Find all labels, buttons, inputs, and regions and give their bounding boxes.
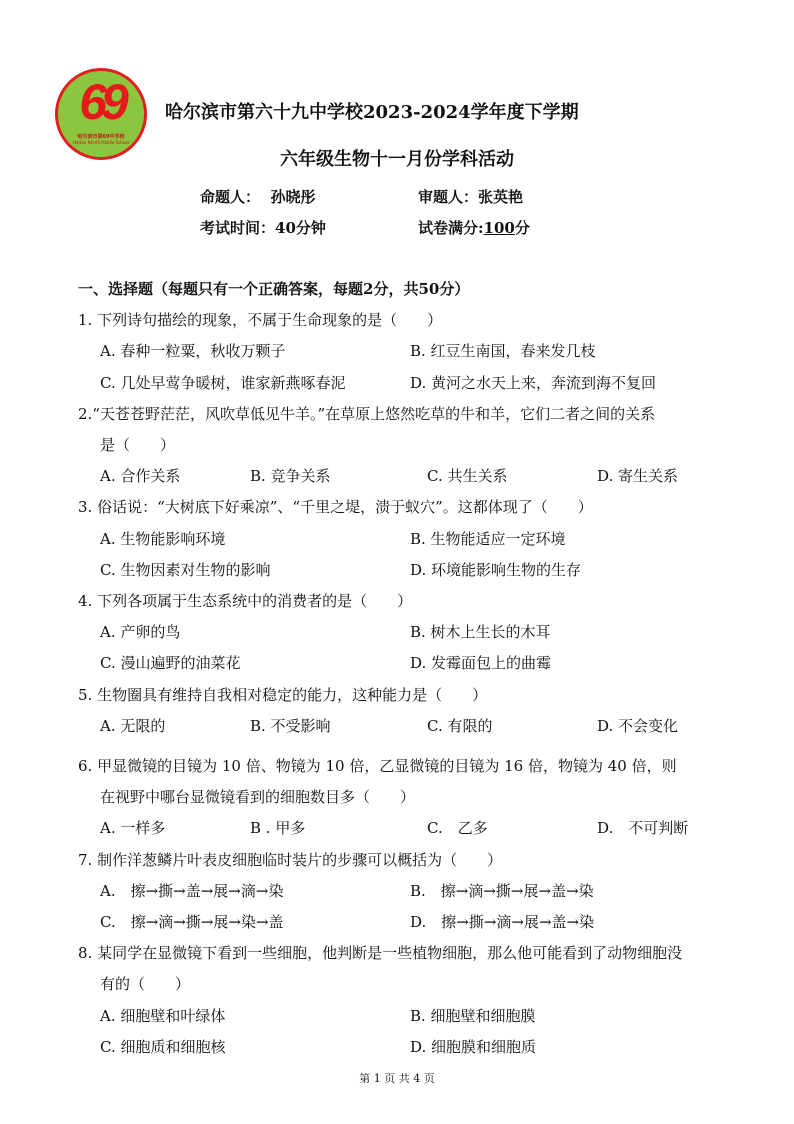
answer-option[interactable]: C. 乙多 [427,819,488,838]
answer-option[interactable]: A. 无限的 [100,716,166,735]
question-stem: 6. 甲显微镜的目镜为 10 倍、物镜为 10 倍，乙显微镜的目镜为 16 倍，物镜为 40 倍，则 [78,757,677,776]
section-heading: 一、选择题（每题只有一个正确答案，每题2分，共50分） [78,280,470,298]
score-unit: 分 [514,219,530,237]
option-row [78,813,728,844]
option-row [78,711,728,742]
answer-option[interactable]: C. 生物因素对生物的影响 [100,560,271,579]
option-row [78,1032,728,1063]
reviewer-label: 审题人： [418,188,479,206]
answer-option[interactable]: D. 黄河之水天上来，奔流到海不复回 [410,373,657,392]
answer-option[interactable]: D. 不可判断 [597,819,689,838]
answer-option[interactable]: C. 漫山遍野的油菜花 [100,654,241,673]
option-row [78,876,728,907]
option-row [78,336,728,367]
option-row [78,1001,728,1032]
time: 40分钟 [275,219,326,237]
page-title: 哈尔滨市第六十九中学校2023-2024学年度下学期 [165,102,579,123]
question-stem-cont: 有的（ ） [100,975,191,994]
page-subtitle: 六年级生物十一月份学科活动 [280,149,514,170]
logo-en: Harbin NO.69 Middle School [73,140,129,145]
question-stem-cont: 是（ ） [100,436,176,455]
score-info [418,217,530,238]
question-stem: 5. 生物圈具有维持自我相对稳定的能力，这种能力是（ ） [78,685,488,704]
option-row [78,648,728,679]
answer-option[interactable]: C. 擦→滴→撕→展→染→盖 [100,913,284,932]
answer-option[interactable]: A. 擦→撕→盖→展→滴→染 [100,881,284,900]
question-stem: 2.“天苍苍野茫茫，风吹草低见牛羊。”在草原上悠然吃草的牛和羊，它们二者之间的关系 [78,404,656,423]
author: 孙晓彤 [270,188,316,206]
option-row [78,368,728,399]
author-info [200,186,315,207]
page-footer: 第 1 页 共 4 页 [359,1072,435,1085]
logo-cn: 哈尔滨市第69中学校 [77,134,125,140]
answer-option[interactable]: A. 生物能影响环境 [100,529,226,548]
logo-number: 69 [79,74,123,130]
answer-option[interactable]: C. 细胞质和细胞核 [100,1037,226,1056]
option-row [78,524,728,555]
score: 100 [483,219,515,237]
answer-option[interactable]: C. 有限的 [427,716,493,735]
answer-option[interactable]: B. 红豆生南国，春来发几枝 [410,342,596,361]
answer-option[interactable]: A. 一样多 [100,819,166,838]
answer-option[interactable]: D. 寄生关系 [597,467,679,486]
option-row [78,907,728,938]
answer-option[interactable]: B. 细胞壁和细胞膜 [410,1006,536,1025]
question-stem: 7. 制作洋葱鳞片叶表皮细胞临时装片的步骤可以概括为（ ） [78,850,503,869]
answer-option[interactable]: A. 细胞壁和叶绿体 [100,1006,226,1025]
question-stem: 1. 下列诗句描绘的现象，不属于生命现象的是（ ） [78,311,443,330]
answer-option[interactable]: D. 发霉面包上的曲霉 [410,654,552,673]
answer-option[interactable]: B. 竞争关系 [250,467,331,486]
question-section [78,274,728,1063]
answer-option[interactable]: D. 细胞膜和细胞质 [410,1037,537,1056]
reviewer: 张英艳 [478,188,524,206]
question-stem: 4. 下列各项属于生态系统中的消费者的是（ ） [78,592,413,611]
answer-option[interactable]: A. 合作关系 [100,467,181,486]
reviewer-info [418,186,523,207]
option-row [78,555,728,586]
question-stem: 3. 俗话说：“大树底下好乘凉”、“千里之堤，溃于蚁穴”。这都体现了（ ） [78,498,593,517]
option-row [78,461,728,492]
question-stem: 8. 某同学在显微镜下看到一些细胞，他判断是一些植物细胞，那么他可能看到了动物细胞没 [78,944,683,963]
answer-option[interactable]: D. 擦→撕→滴→展→盖→染 [410,913,595,932]
time-info [200,217,326,238]
answer-option[interactable]: A. 产卵的鸟 [100,623,181,642]
answer-option[interactable]: D. 环境能影响生物的生存 [410,560,582,579]
answer-option[interactable]: B. 擦→滴→撕→展→盖→染 [410,881,594,900]
answer-option[interactable]: B. 生物能适应一定环境 [410,529,566,548]
answer-option[interactable]: C. 共生关系 [427,467,508,486]
time-label: 考试时间： [200,219,276,237]
answer-option[interactable]: B . 甲多 [250,819,306,838]
answer-option[interactable]: D. 不会变化 [597,716,679,735]
author-label: 命题人： [200,188,261,206]
score-label: 试卷满分: [418,219,484,237]
answer-option[interactable]: B. 树木上生长的木耳 [410,623,551,642]
answer-option[interactable]: A. 春种一粒粟，秋收万颗子 [100,342,286,361]
option-row [78,617,728,648]
answer-option[interactable]: C. 几处早莺争暖树，谁家新燕啄春泥 [100,373,346,392]
answer-option[interactable]: B. 不受影响 [250,716,331,735]
question-stem-cont: 在视野中哪台显微镜看到的细胞数目多（ ） [100,788,416,807]
